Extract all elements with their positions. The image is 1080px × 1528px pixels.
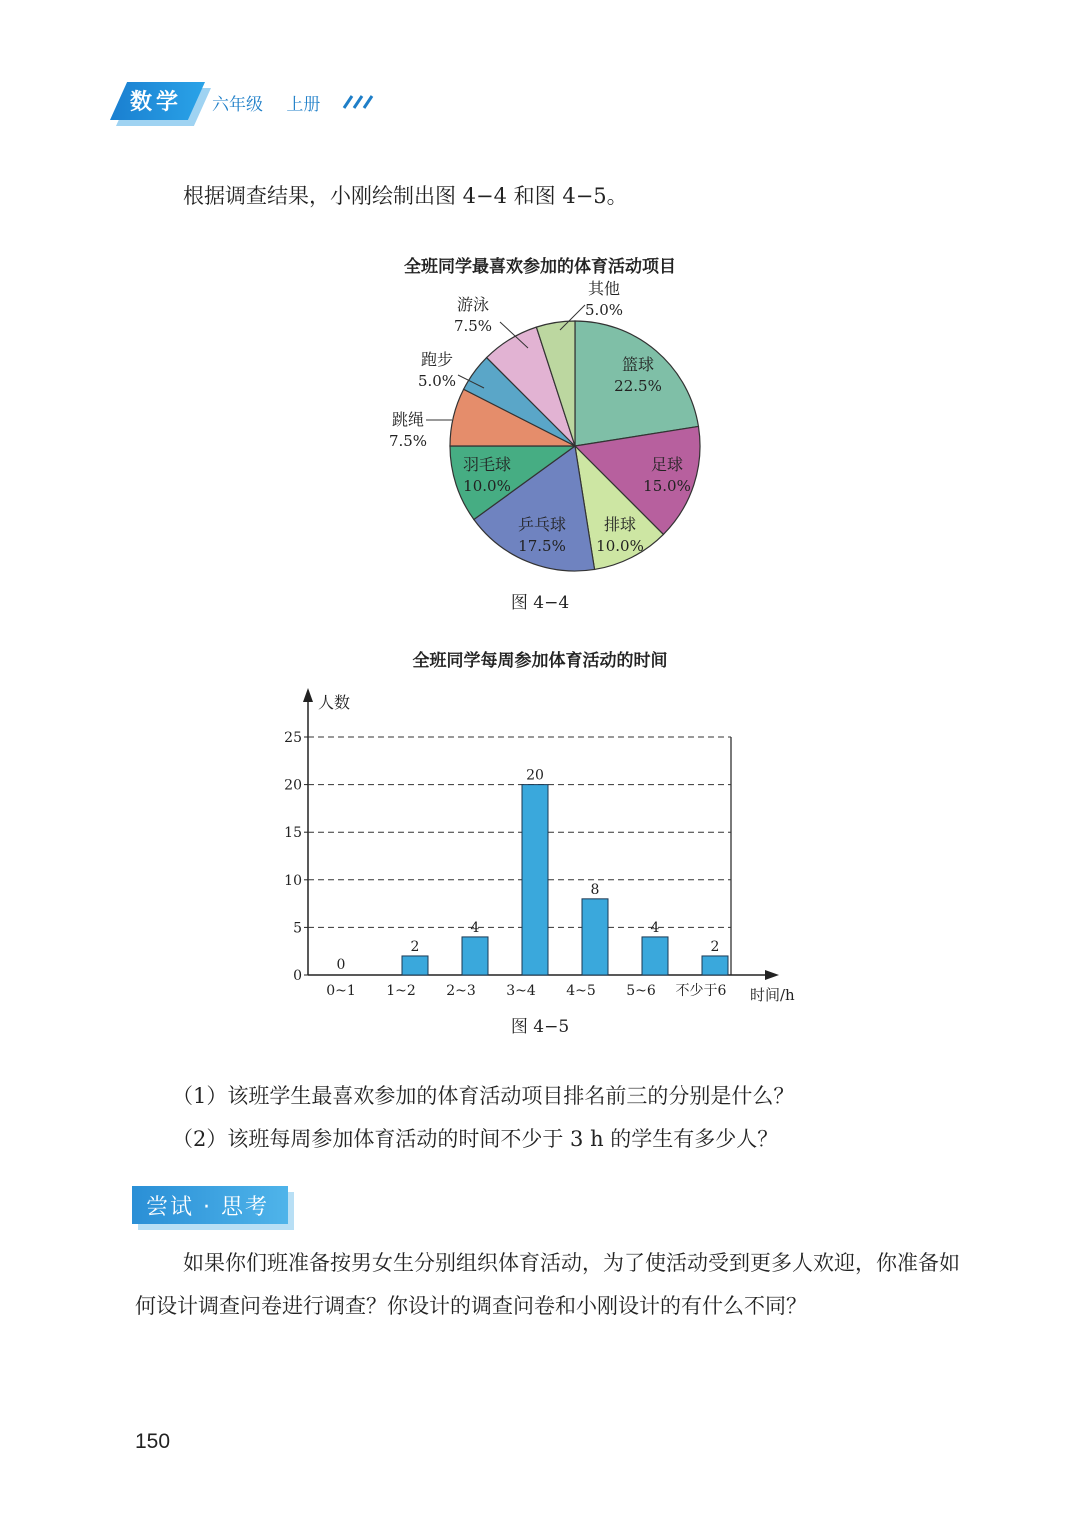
intro-paragraph: 根据调查结果，小刚绘制出图 4−4 和图 4−5。 bbox=[183, 184, 628, 208]
tag-label: 尝试 · 思考 bbox=[146, 1195, 269, 1220]
pie-label-5: 跳绳 bbox=[391, 410, 425, 429]
bar-value-label-0: 0 bbox=[336, 957, 346, 973]
bar-value-label-6: 2 bbox=[710, 938, 720, 955]
bar-value-label-1: 2 bbox=[410, 938, 420, 955]
x-tick-label-2: 2~3 bbox=[446, 983, 476, 999]
pie-pct-2: 10.0% bbox=[596, 537, 644, 555]
pie-label-4: 羽毛球 bbox=[462, 455, 512, 474]
question-2: （2）该班每周参加体育活动的时间不少于 3 h 的学生有多少人？ bbox=[172, 1127, 779, 1151]
pie-pct-6: 5.0% bbox=[417, 372, 457, 390]
volume-label: 上册 bbox=[286, 95, 321, 115]
pie-chart bbox=[0, 280, 1080, 610]
x-axis-arrow-icon bbox=[765, 970, 779, 980]
y-axis-arrow-icon bbox=[303, 688, 313, 702]
pie-label-6: 跑步 bbox=[420, 350, 454, 369]
pie-label-2: 排球 bbox=[603, 515, 637, 534]
bar-chart-title: 全班同学每周参加体育活动的时间 bbox=[412, 651, 668, 671]
page-number: 150 bbox=[135, 1430, 171, 1453]
x-tick-label-5: 5~6 bbox=[626, 983, 656, 999]
bar-caption: 图 4−5 bbox=[510, 1017, 570, 1037]
pie-label-8: 其他 bbox=[587, 280, 621, 298]
pie-pct-1: 15.0% bbox=[643, 477, 691, 495]
x-tick-label-6: 不少于6 bbox=[675, 983, 727, 999]
grade-label: 六年级 bbox=[212, 95, 263, 115]
y-tick-label-4: 20 bbox=[284, 777, 302, 794]
bar-6 bbox=[702, 956, 728, 975]
pie-chart-title: 全班同学最喜欢参加的体育活动项目 bbox=[404, 257, 676, 277]
pie-pct-8: 5.0% bbox=[584, 301, 624, 319]
y-tick-label-2: 10 bbox=[284, 872, 302, 889]
pie-label-3: 乒乓球 bbox=[517, 515, 567, 534]
pie-label-1: 足球 bbox=[650, 455, 684, 474]
pie-pct-4: 10.0% bbox=[463, 477, 511, 495]
bar-1 bbox=[402, 956, 428, 975]
bar-4 bbox=[582, 899, 608, 975]
x-tick-label-4: 4~5 bbox=[566, 983, 596, 999]
pie-caption: 图 4−4 bbox=[510, 593, 570, 613]
y-axis-label: 人数 bbox=[318, 693, 351, 712]
bar-5 bbox=[642, 937, 668, 975]
bar-value-label-5: 4 bbox=[650, 919, 660, 936]
x-tick-label-3: 3~4 bbox=[506, 983, 536, 999]
y-tick-label-1: 5 bbox=[293, 920, 302, 937]
x-axis-label: 时间/h bbox=[750, 986, 795, 1004]
header-subtitle bbox=[212, 90, 338, 115]
bar-2 bbox=[462, 937, 488, 975]
section-paragraph: 如果你们班准备按男女生分别组织体育活动，为了使活动受到更多人欢迎，你准备如何设计调查问卷进行调查？你设计的调查问卷和小刚设计的有什么不同？ bbox=[135, 1251, 960, 1318]
subject-title: 数学 bbox=[130, 90, 183, 115]
question-1: （1）该班学生最喜欢参加的体育活动项目排名前三的分别是什么？ bbox=[172, 1084, 795, 1108]
pie-pct-0: 22.5% bbox=[614, 377, 662, 395]
bar-3 bbox=[522, 785, 548, 975]
pie-pct-5: 7.5% bbox=[388, 432, 428, 450]
x-tick-label-1: 1~2 bbox=[386, 983, 416, 999]
bar-value-label-4: 8 bbox=[590, 881, 600, 898]
pie-label-7: 游泳 bbox=[456, 295, 490, 314]
y-tick-label-3: 15 bbox=[284, 825, 302, 842]
bar-value-label-3: 20 bbox=[526, 767, 544, 784]
pie-label-0: 篮球 bbox=[621, 355, 655, 374]
y-tick-label-5: 25 bbox=[284, 730, 302, 746]
slashes-decoration bbox=[340, 94, 380, 110]
bar-chart bbox=[0, 680, 1080, 1020]
book-header bbox=[110, 82, 410, 122]
pie-pct-7: 7.5% bbox=[453, 317, 493, 335]
try-think-tag bbox=[132, 1186, 290, 1226]
pie-pct-3: 17.5% bbox=[518, 537, 566, 555]
y-tick-label-0: 0 bbox=[293, 968, 302, 984]
bar-value-label-2: 4 bbox=[470, 919, 480, 936]
x-tick-label-0: 0~1 bbox=[326, 983, 356, 999]
